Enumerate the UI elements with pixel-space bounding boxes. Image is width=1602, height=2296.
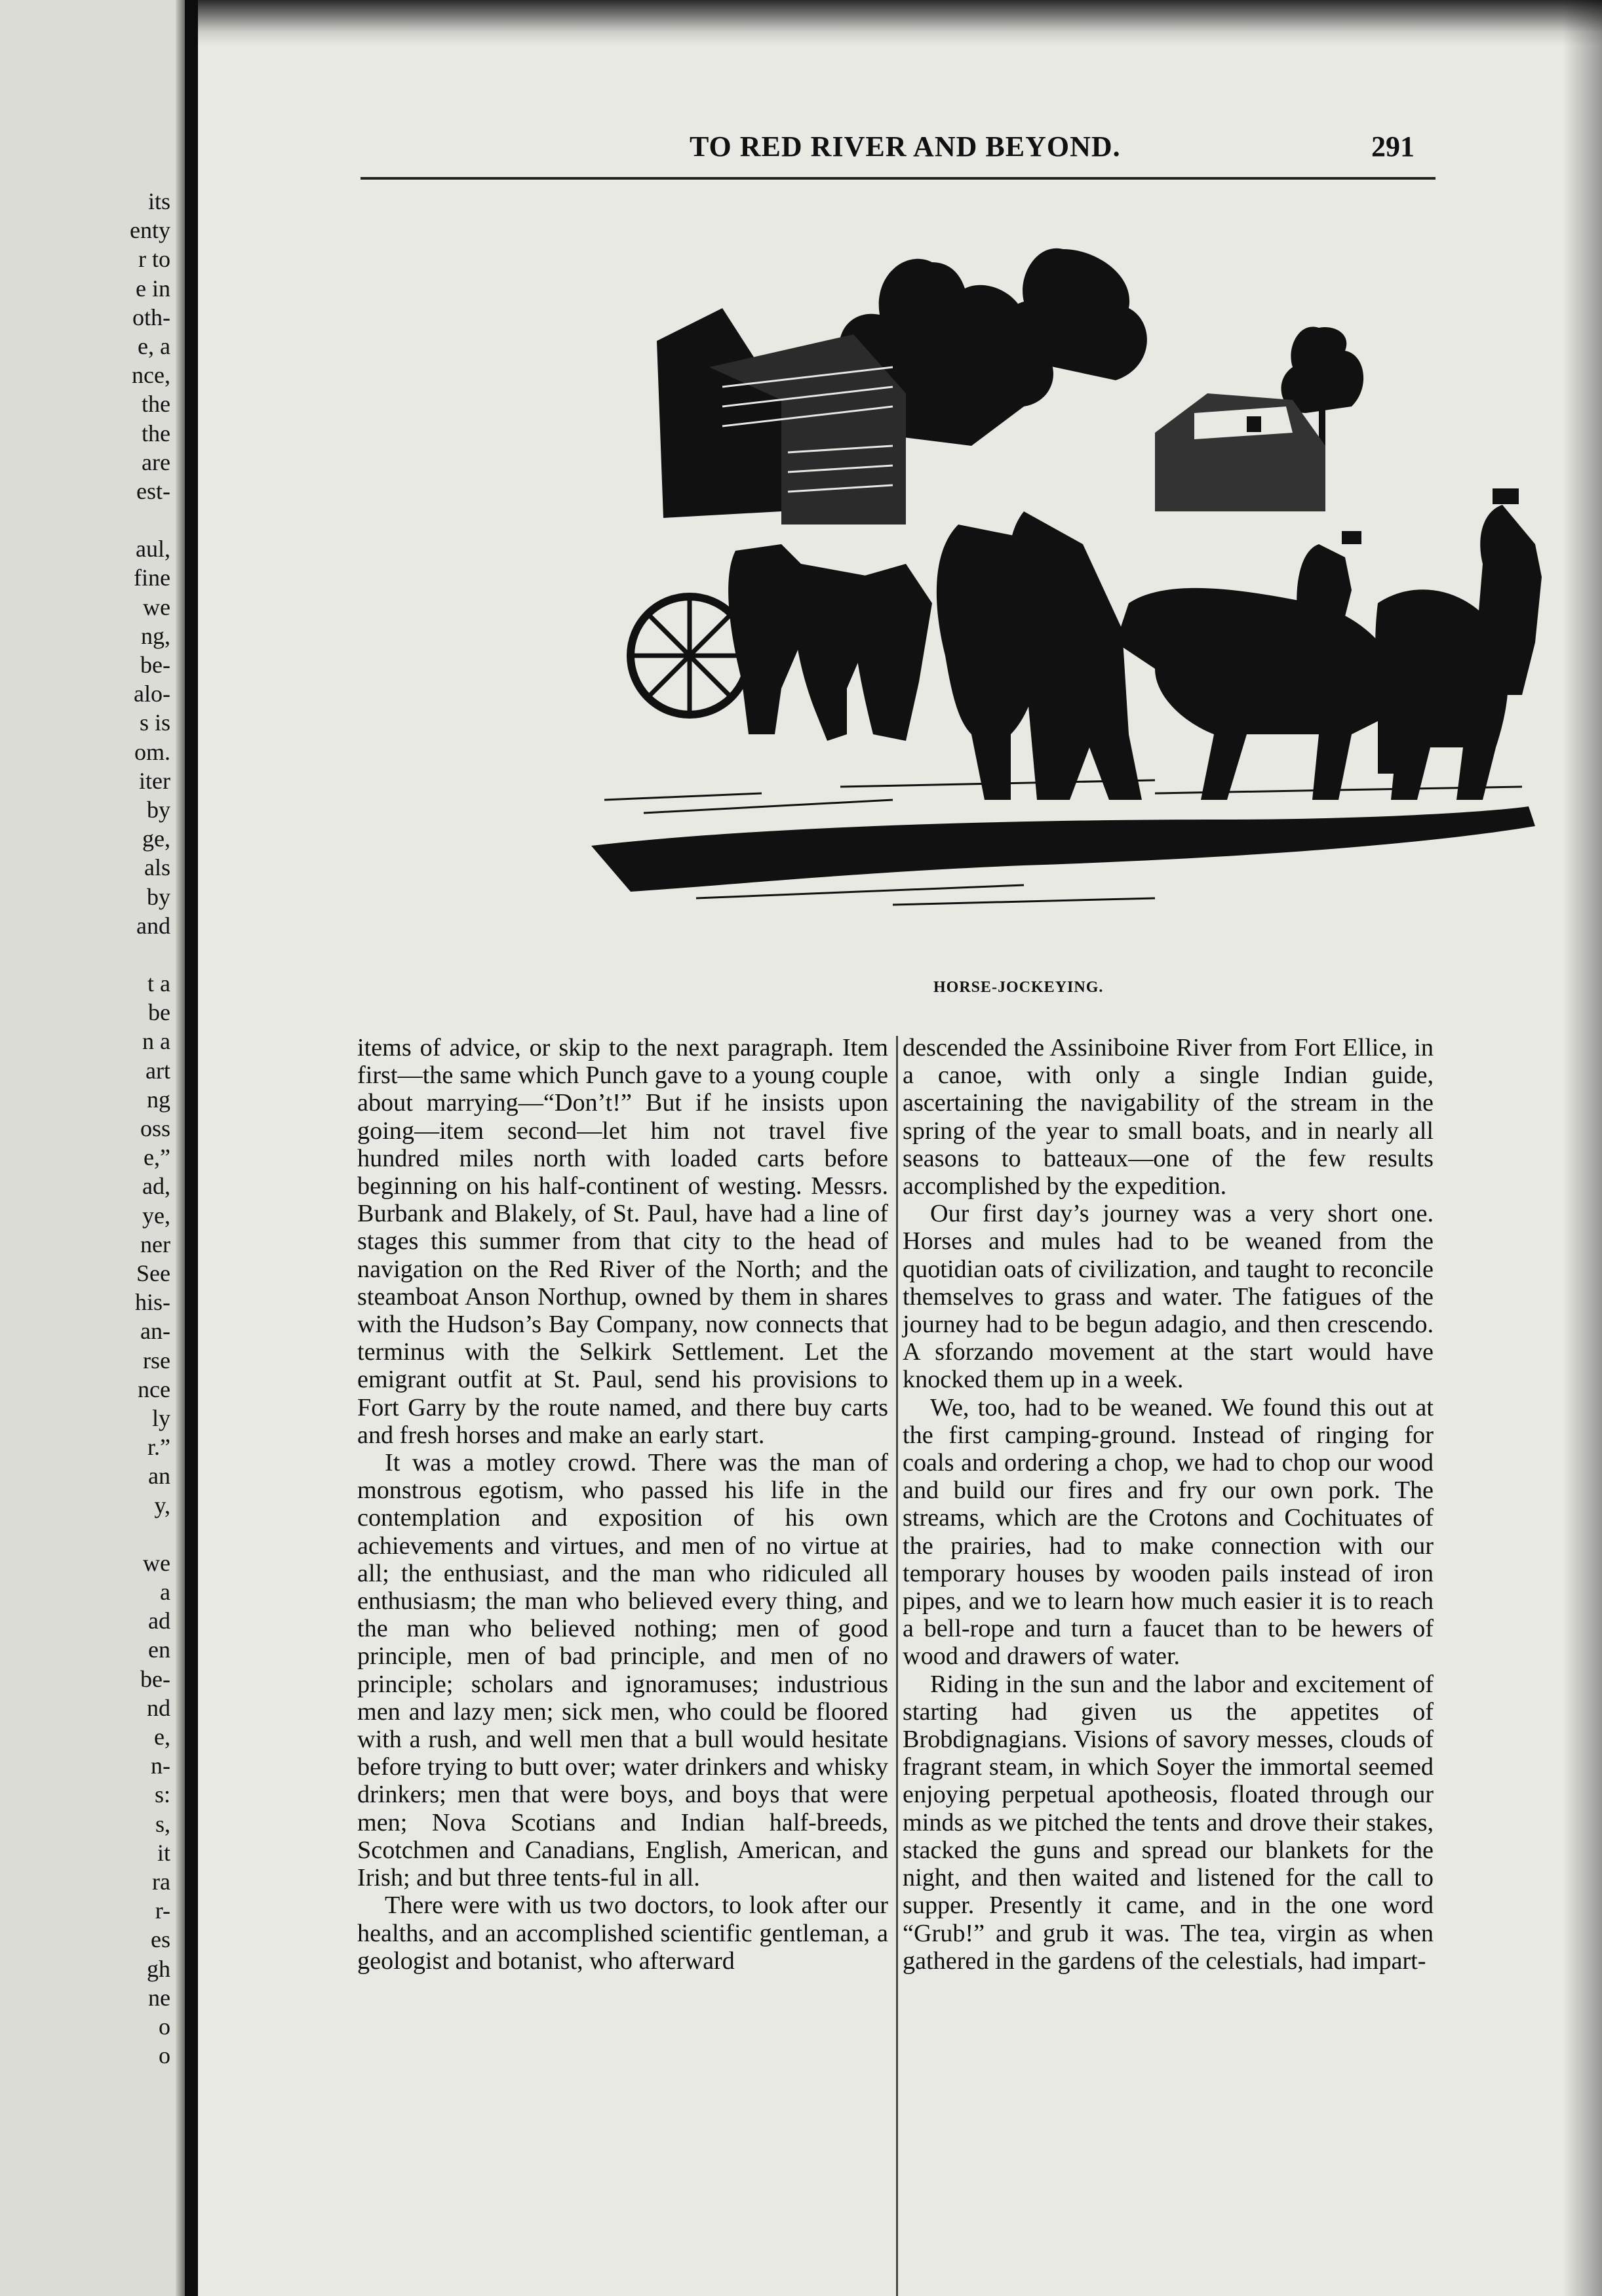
prev-page-text-fragment: es bbox=[151, 1926, 170, 1953]
prev-page-text-fragment: est- bbox=[136, 478, 170, 504]
prev-page-text-fragment: s: bbox=[154, 1781, 170, 1808]
prev-page-text-fragment: by bbox=[147, 797, 170, 823]
paragraph: items of advice, or skip to the next paragraph. Item first—the same which Punch gave to a young couple about marrying—“Don’t!” But if he insists upon going—item second—let him not travel five hundred miles north with loaded carts before beginning on his half-continent of westing. Messrs. Burbank and Blakely, of St. Paul, have had a line of stages this summer from that city to the head of navigation on the Red River of the North; and the steamboat Anson Northup, owned by them in shares with the Hudson’s Bay Company, now connects that terminus with the Selkirk Settlement. Let the emigrant outfit at St. Paul, send his provisions to Fort Garry by the route named, and there buy carts and fresh horses and make an early start. bbox=[357, 1034, 888, 1449]
running-title: TO RED RIVER AND BEYOND. bbox=[690, 130, 1121, 163]
prev-page-text-fragment: n a bbox=[142, 1028, 170, 1055]
prev-page-text-fragment: rse bbox=[143, 1347, 170, 1374]
prev-page-text-fragment: by bbox=[147, 883, 170, 910]
prev-page-text-fragment: ng, bbox=[141, 622, 170, 649]
page-top-edge bbox=[198, 0, 1602, 46]
prev-page-text-fragment: n- bbox=[151, 1752, 170, 1779]
prev-page-text-fragment: ra bbox=[152, 1869, 170, 1895]
prev-page-text-fragment: ad bbox=[148, 1608, 170, 1634]
prev-page-text-fragment: r.” bbox=[147, 1434, 170, 1461]
column-rule bbox=[896, 1036, 898, 2296]
page-fold-shadow bbox=[176, 0, 185, 2296]
left-text-column bbox=[357, 1034, 888, 1975]
prev-page-text-fragment: o bbox=[159, 2013, 170, 2040]
prev-page-text-fragment: y, bbox=[154, 1492, 170, 1518]
prev-page-text-fragment: ne bbox=[148, 1984, 170, 2011]
paragraph: Our first day’s journey was a very short one. Horses and mules had to be weaned from the quotidian oats of civilization, and taught to reconcile themselves to grass and water. The fatigues of the journey had to be begun adagio, and then crescendo. A sforzando movement at the start would have knocked them up in a week. bbox=[903, 1200, 1434, 1394]
prev-page-text-fragment: an- bbox=[140, 1318, 170, 1345]
prev-page-text-fragment: als bbox=[144, 854, 170, 881]
prev-page-text-fragment: art bbox=[146, 1057, 170, 1084]
paragraph: We, too, had to be weaned. We found this out at the first camping-ground. Instead of ringing for coals and ordering a chop, we had to chop our wood and build our fires and fry our own pork. The streams, which are the Crotons and Cochituates of the prairies, had to make connection with our temporary houses by wooden pails instead of iron pipes, and we to learn how much easier it is to reach a bell-rope and turn a faucet than to be hewers of wood and drawers of water. bbox=[903, 1393, 1434, 1671]
prev-page-text-fragment: oth- bbox=[132, 304, 170, 330]
prev-page-text-fragment: ly bbox=[151, 1405, 170, 1431]
prev-page-text-fragment: o bbox=[159, 2042, 170, 2069]
prev-page-text-fragment: ge, bbox=[142, 825, 170, 852]
prev-page-text-fragment: nd bbox=[147, 1694, 170, 1721]
running-head bbox=[198, 127, 1602, 167]
prev-page-text-fragment: enty bbox=[130, 217, 170, 244]
prev-page-text-fragment: its bbox=[147, 188, 170, 214]
prev-page-text-fragment: e, a bbox=[138, 333, 170, 359]
prev-page-text-fragment: his- bbox=[135, 1289, 170, 1316]
prev-page-text-fragment: r to bbox=[138, 246, 170, 273]
page-number: 291 bbox=[1371, 130, 1415, 163]
horse-jockeying-engraving bbox=[565, 236, 1602, 970]
prev-page-text-fragment: we bbox=[143, 1549, 170, 1576]
prev-page-text-fragment: t a bbox=[147, 970, 170, 997]
prev-page-text-fragment: it bbox=[157, 1839, 170, 1866]
paragraph: It was a motley crowd. There was the man of monstrous egotism, who passed his life in the contemplation and exposition of his own achievements and virtues, and men of no virtue at all; the enthusiast, and the man who ridiculed all enthusiasm; the man who believed every thing, and the man who believed nothing; men of good principle, men of bad principle, and men of no principle; scholars and ignoramuses; industrious men and lazy men; sick men, who could be floored with a rush, and well men that a bull would hesitate before trying to butt over; water drinkers and whisky drinkers; men that were boys, and boys that were men; Nova Scotians and Indian half-breeds, Scotchmen and Canadians, English, American, and Irish; and but three tents-ful in all. bbox=[357, 1449, 888, 1892]
prev-page-text-fragment: en bbox=[148, 1636, 170, 1663]
paragraph: descended the Assiniboine River from Fort Ellice, in a canoe, with only a single Indian guide, ascertaining the navigability of the stream in the spring of the year to small boats, and in nearly all seasons to batteaux—one of the few results accomplished by the expedition. bbox=[903, 1034, 1434, 1200]
prev-page-text-fragment: gh bbox=[147, 1955, 170, 1982]
prev-page-text-fragment: e,” bbox=[144, 1144, 170, 1171]
prev-page-text-fragment: e, bbox=[154, 1724, 170, 1750]
prev-page-text-fragment: nce bbox=[138, 1376, 170, 1402]
book-page bbox=[198, 0, 1602, 2296]
prev-page-text-fragment: a bbox=[160, 1579, 170, 1605]
book-gutter bbox=[185, 0, 198, 2296]
prev-page-text-fragment: ner bbox=[140, 1231, 170, 1257]
paragraph: There were with us two doctors, to look after our healths, and an accomplished scientific gentleman, a geologist and botanist, who afterward bbox=[357, 1891, 888, 1975]
prev-page-text-fragment: r- bbox=[155, 1897, 170, 1924]
prev-page-text-fragment: ad, bbox=[142, 1173, 170, 1200]
prev-page-text-fragment: See bbox=[136, 1260, 170, 1286]
prev-page-text-fragment: oss bbox=[140, 1115, 170, 1141]
prev-page-text-fragment: an bbox=[148, 1463, 170, 1490]
illustration-caption: HORSE-JOCKEYING. bbox=[933, 979, 1104, 996]
prev-page-text-fragment: be- bbox=[140, 652, 170, 678]
prev-page-text-fragment: aul, bbox=[136, 536, 170, 563]
prev-page-text-fragment: nce, bbox=[132, 362, 170, 389]
header-rule bbox=[361, 177, 1436, 180]
prev-page-text-fragment: e in bbox=[136, 275, 170, 302]
prev-page-text-fragment: be bbox=[148, 999, 170, 1026]
prev-page-text-fragment: ye, bbox=[142, 1202, 170, 1229]
paragraph: Riding in the sun and the labor and excitement of starting had given us the appetites of Brobdignagians. Visions of savory messes, clouds of fragrant steam, in which Soyer the immortal seemed enjoying perpetual apotheosis, floated through our minds as we pitched the tents and drove their stakes, stacked the guns and spread our blankets for the night, and then waited and listened for the call to supper. Presently it came, and in the one word “Grub!” and grub it was. The tea, virgin as when gathered in the gardens of the celestials, had impart- bbox=[903, 1670, 1434, 1975]
prev-page-text-fragment: s is bbox=[139, 709, 170, 736]
prev-page-text-fragment: are bbox=[142, 448, 170, 475]
prev-page-text-fragment: ng bbox=[147, 1086, 170, 1113]
previous-page-fragment bbox=[0, 0, 185, 2296]
prev-page-text-fragment: the bbox=[142, 420, 170, 446]
prev-page-text-fragment: fine bbox=[134, 564, 170, 591]
prev-page-text-fragment: the bbox=[142, 391, 170, 418]
prev-page-text-fragment: we bbox=[143, 593, 170, 620]
right-text-column bbox=[903, 1034, 1434, 1975]
prev-page-text-fragment: om. bbox=[134, 738, 170, 765]
prev-page-text-fragment: iter bbox=[139, 767, 170, 794]
prev-page-text-fragment: alo- bbox=[134, 681, 170, 707]
prev-page-text-fragment: and bbox=[136, 912, 170, 939]
prev-page-text-fragment: be- bbox=[140, 1665, 170, 1692]
prev-page-text-fragment: s, bbox=[155, 1810, 170, 1837]
